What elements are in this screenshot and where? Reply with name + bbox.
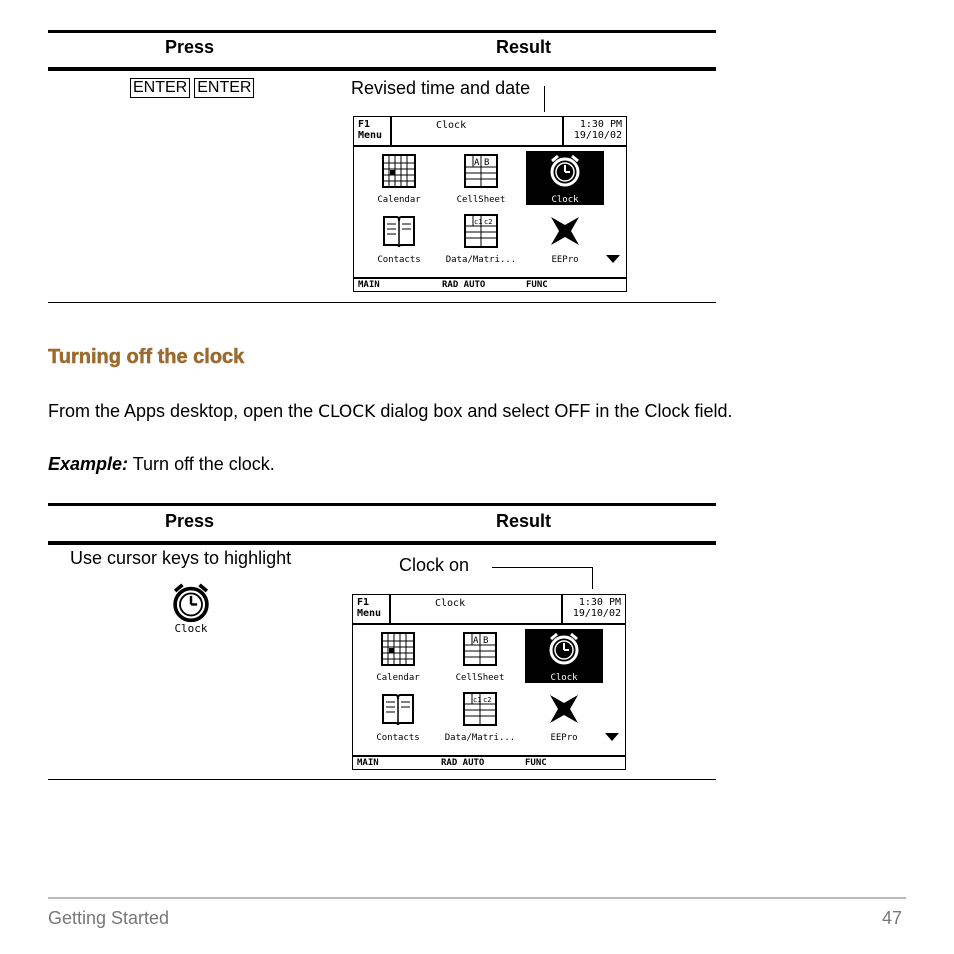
clock-icon bbox=[547, 153, 583, 189]
calendar-icon bbox=[381, 153, 417, 189]
f1-menu bbox=[358, 119, 382, 141]
status-bar bbox=[353, 755, 625, 769]
enter-key: ENTER bbox=[130, 78, 190, 98]
screen-toolbar bbox=[353, 595, 625, 625]
clock-icon bbox=[546, 631, 582, 667]
status-graph: FUNC bbox=[525, 758, 547, 768]
f1-menu bbox=[357, 597, 381, 619]
svg-text:c2: c2 bbox=[484, 218, 493, 226]
app-calendar[interactable] bbox=[360, 151, 438, 205]
status-bar bbox=[354, 277, 626, 291]
calendar-icon bbox=[380, 631, 416, 667]
section-heading: Turning off the clock bbox=[48, 346, 245, 368]
clock-icon bbox=[169, 580, 213, 624]
f1-label: F1 bbox=[357, 597, 370, 608]
data-matrix-icon bbox=[462, 691, 498, 727]
clock-highlight-icon bbox=[165, 580, 217, 642]
table2-header-rule bbox=[48, 541, 716, 545]
app-clock[interactable] bbox=[526, 151, 604, 205]
status-angle: RAD AUTO bbox=[441, 758, 485, 768]
app-label: CellSheet bbox=[455, 673, 505, 683]
menu-label: Menu bbox=[358, 130, 383, 141]
app-label: EEPro bbox=[551, 255, 579, 265]
date-text: 19/10/02 bbox=[573, 130, 622, 141]
app-label: EEPro bbox=[550, 733, 578, 743]
app-eepro[interactable] bbox=[525, 689, 603, 743]
callout-line bbox=[592, 567, 593, 589]
f1-label: F1 bbox=[358, 119, 371, 130]
data-matrix-icon bbox=[463, 213, 499, 249]
date-text: 19/10/02 bbox=[572, 608, 621, 619]
table2-result-header: Result bbox=[496, 511, 552, 531]
calculator-screen-2 bbox=[352, 594, 626, 770]
status-mode: MAIN bbox=[358, 280, 380, 290]
app-label: CellSheet bbox=[456, 195, 506, 205]
contacts-icon bbox=[381, 213, 417, 249]
app-label: Contacts bbox=[376, 733, 420, 743]
status-graph: FUNC bbox=[526, 280, 548, 290]
app-cellsheet[interactable] bbox=[441, 629, 519, 683]
toolbar-divider bbox=[562, 117, 564, 145]
app-label: Calendar bbox=[377, 195, 421, 205]
enter-key: ENTER bbox=[194, 78, 254, 98]
svg-text:A: A bbox=[474, 158, 480, 168]
instruction-paragraph: From the Apps desktop, open the CLOCK dialog box and select OFF in the Clock field. bbox=[48, 401, 733, 422]
cellsheet-icon bbox=[463, 153, 499, 189]
table1-top-rule bbox=[48, 30, 716, 33]
example-line: Example: Turn off the clock. bbox=[48, 454, 275, 474]
time-date bbox=[573, 597, 621, 619]
time-text: 1:30 PM bbox=[578, 597, 621, 608]
svg-text:B: B bbox=[483, 636, 489, 646]
screen-toolbar bbox=[354, 117, 626, 147]
app-eepro[interactable] bbox=[526, 211, 604, 265]
table2-press-text: Use cursor keys to highlight bbox=[70, 548, 292, 568]
time-date bbox=[574, 119, 622, 141]
table1-callout: Revised time and date bbox=[351, 78, 531, 98]
screen-title: Clock bbox=[436, 120, 467, 131]
svg-text:c2: c2 bbox=[483, 696, 492, 704]
app-label: Data/Matri... bbox=[445, 255, 517, 265]
toolbar-divider bbox=[561, 595, 563, 623]
svg-text:c1: c1 bbox=[474, 218, 483, 226]
table1-bottom-rule bbox=[48, 302, 716, 303]
scroll-down-arrow-icon[interactable] bbox=[605, 733, 619, 741]
app-label: Clock bbox=[550, 673, 578, 683]
table1-keys bbox=[130, 76, 258, 98]
app-clock[interactable] bbox=[525, 629, 603, 683]
app-cellsheet[interactable] bbox=[442, 151, 520, 205]
table1-header-rule bbox=[48, 67, 716, 71]
table2-press-header: Press bbox=[165, 511, 215, 531]
clock-icon-label: Clock bbox=[174, 622, 208, 635]
footer-section-title: Getting Started bbox=[48, 908, 170, 928]
contacts-icon bbox=[380, 691, 416, 727]
screen-title: Clock bbox=[435, 598, 466, 609]
app-data-matrix[interactable] bbox=[442, 211, 520, 265]
page-number: 47 bbox=[882, 908, 903, 928]
table1-press-header: Press bbox=[165, 37, 215, 57]
callout-line bbox=[492, 567, 593, 568]
table2-callout: Clock on bbox=[399, 555, 470, 575]
svg-text:A: A bbox=[473, 636, 479, 646]
eepro-icon bbox=[547, 213, 583, 249]
time-text: 1:30 PM bbox=[579, 119, 622, 130]
callout-line bbox=[544, 86, 545, 112]
status-mode: MAIN bbox=[357, 758, 379, 768]
scroll-down-arrow-icon[interactable] bbox=[606, 255, 620, 263]
app-label: Calendar bbox=[376, 673, 420, 683]
calculator-screen-1 bbox=[353, 116, 627, 292]
toolbar-divider bbox=[390, 117, 392, 145]
app-label: Contacts bbox=[377, 255, 421, 265]
menu-label: Menu bbox=[357, 608, 382, 619]
svg-text:c1: c1 bbox=[473, 696, 482, 704]
toolbar-divider bbox=[389, 595, 391, 623]
app-label: Data/Matri... bbox=[444, 733, 516, 743]
cellsheet-icon bbox=[462, 631, 498, 667]
app-label: Clock bbox=[551, 195, 579, 205]
table1-result-header: Result bbox=[496, 37, 552, 57]
app-calendar[interactable] bbox=[359, 629, 437, 683]
table2-top-rule bbox=[48, 503, 716, 506]
footer-rule bbox=[48, 897, 906, 899]
status-angle: RAD AUTO bbox=[442, 280, 486, 290]
svg-text:B: B bbox=[484, 158, 490, 168]
app-data-matrix[interactable] bbox=[441, 689, 519, 743]
app-contacts[interactable] bbox=[359, 689, 437, 743]
app-contacts[interactable] bbox=[360, 211, 438, 265]
table2-bottom-rule bbox=[48, 779, 716, 780]
eepro-icon bbox=[546, 691, 582, 727]
